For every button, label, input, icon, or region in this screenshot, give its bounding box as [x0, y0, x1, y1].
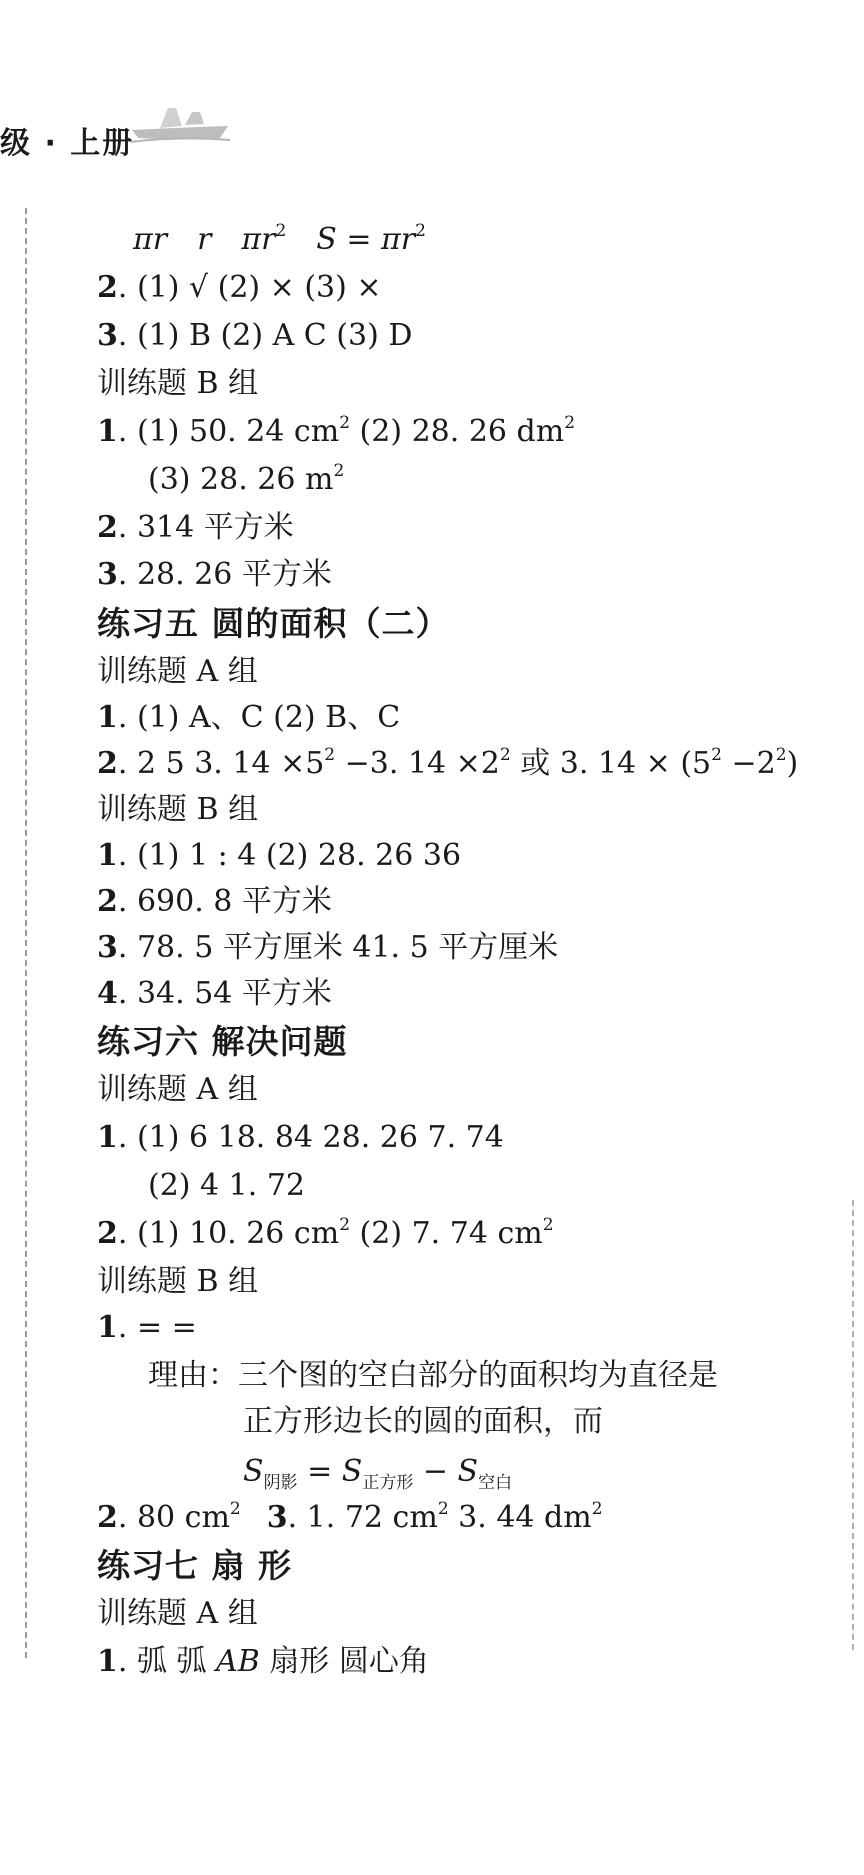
- group-label: 训练题 B 组: [97, 366, 259, 401]
- subscript: 空白: [478, 1473, 513, 1493]
- group-label: 训练题 A 组: [97, 1596, 258, 1631]
- answer-text: . (1) 1 : 4 (2) 28. 26 36: [117, 838, 462, 873]
- subscript: 阴影: [263, 1473, 298, 1493]
- answer-text: (2) 7. 74 cm: [350, 1216, 543, 1251]
- section-heading: 练习五 圆的面积（二）: [97, 604, 450, 643]
- answer-text: (2) 28. 26 dm: [350, 414, 565, 449]
- superscript: 2: [339, 413, 351, 433]
- group-label: 训练题 B 组: [97, 792, 259, 827]
- formula-text: πr: [133, 222, 168, 257]
- answer-line: [97, 1216, 554, 1252]
- group-label: 训练题 B 组: [97, 1264, 259, 1299]
- section-heading: 练习六 解决问题: [97, 1022, 348, 1061]
- formula-text: r: [197, 222, 212, 257]
- superscript: 2: [564, 413, 576, 433]
- answer-line: [97, 318, 412, 354]
- answer-text: −3. 14 ×2: [335, 746, 500, 781]
- superscript: 2: [333, 461, 345, 481]
- formula-text: S = πr: [316, 222, 416, 257]
- answer-line: [97, 976, 332, 1012]
- question-number: 2: [97, 510, 118, 545]
- left-dashed-rule: [25, 208, 27, 1658]
- answer-text: . (1) 10. 26 cm: [117, 1216, 340, 1251]
- answer-line: [97, 1644, 429, 1680]
- answer-text: . 80 cm: [117, 1500, 230, 1535]
- question-number: 2: [97, 746, 118, 781]
- answer-line: [97, 930, 558, 966]
- answer-line: [133, 222, 426, 258]
- formula-text: S: [243, 1454, 264, 1489]
- superscript: 2: [339, 1215, 351, 1235]
- answer-line: [97, 1120, 504, 1156]
- answer-line: [97, 1310, 197, 1346]
- answer-text: . (1) A、C (2) B、C: [117, 700, 401, 735]
- answer-text: . 78. 5 平方厘米 41. 5 平方厘米: [117, 930, 559, 965]
- superscript: 2: [275, 221, 287, 241]
- answer-text: . 314 平方米: [117, 510, 294, 545]
- group-label: 训练题 A 组: [97, 1072, 258, 1107]
- formula-text: πr: [241, 222, 276, 257]
- superscript: 2: [415, 221, 426, 241]
- answer-text: 3. 44 dm: [448, 1500, 592, 1535]
- answer-line: [97, 270, 382, 306]
- question-number: 2: [97, 884, 118, 919]
- right-dashed-rule: [852, 1200, 854, 1650]
- question-number: 3: [97, 557, 118, 592]
- answer-text: . (1) B (2) A C (3) D: [117, 318, 413, 353]
- formula-text: − S: [413, 1454, 479, 1489]
- subscript: 正方形: [362, 1473, 414, 1493]
- answer-text: . (1) 6 18. 84 28. 26 7. 74: [117, 1120, 504, 1155]
- question-number: 3: [97, 930, 118, 965]
- answer-text: ): [786, 746, 799, 781]
- answer-text: (3) 28. 26 m: [148, 462, 334, 497]
- answer-line: [97, 414, 575, 450]
- answer-text: . 1. 72 cm: [287, 1500, 438, 1535]
- answer-text: . 690. 8 平方米: [117, 884, 332, 919]
- question-number: 1: [97, 1310, 118, 1345]
- question-number: 2: [97, 270, 118, 305]
- answer-line: [97, 700, 400, 736]
- explanation-text: 正方形边长的圆的面积，而: [243, 1404, 603, 1439]
- question-number: 3: [266, 1500, 288, 1535]
- superscript: 2: [775, 745, 787, 765]
- header-title: 级 · 上册: [0, 126, 135, 161]
- answer-text: . (1) 50. 24 cm: [117, 414, 340, 449]
- answer-line: [148, 462, 344, 498]
- superscript: 2: [437, 1499, 449, 1519]
- answer-text: 扇形 圆心角: [259, 1644, 429, 1679]
- answer-line: [97, 557, 332, 593]
- question-number: 2: [97, 1500, 118, 1535]
- answer-line: [97, 746, 798, 782]
- answer-text: . 2 5 3. 14 ×5: [117, 746, 325, 781]
- question-number: 1: [97, 838, 118, 873]
- question-number: 1: [97, 1644, 118, 1679]
- answer-text: −2: [721, 746, 776, 781]
- answer-text: . 28. 26 平方米: [117, 557, 332, 592]
- group-label: 训练题 A 组: [97, 654, 258, 689]
- answer-text: . 弧 弧: [117, 1644, 217, 1679]
- answer-line: [97, 1500, 603, 1536]
- explanation-text: 理由：三个图的空白部分的面积均为直径是: [148, 1358, 718, 1393]
- superscript: 2: [324, 745, 336, 765]
- question-number: 1: [97, 414, 118, 449]
- section-heading: 练习七 扇 形: [97, 1546, 292, 1585]
- superscript: 2: [499, 745, 511, 765]
- formula-line: [243, 1454, 513, 1493]
- answer-text: 或 3. 14 × (5: [510, 746, 712, 781]
- question-number: 4: [97, 976, 118, 1011]
- answer-line: [97, 884, 332, 920]
- answer-text: . 34. 54 平方米: [117, 976, 332, 1011]
- answer-line: [97, 838, 461, 874]
- formula-text: = S: [297, 1454, 363, 1489]
- superscript: 2: [711, 745, 722, 765]
- superscript: 2: [542, 1215, 554, 1235]
- superscript: 2: [591, 1499, 603, 1519]
- boat-logo-icon: [130, 100, 230, 145]
- question-number: 1: [97, 700, 118, 735]
- question-number: 2: [97, 1216, 118, 1251]
- arc-label: AB: [216, 1644, 260, 1679]
- superscript: 2: [229, 1499, 241, 1519]
- answer-text: . = =: [117, 1310, 197, 1345]
- answer-line: [97, 510, 294, 546]
- question-number: 3: [97, 318, 118, 353]
- question-number: 1: [97, 1120, 118, 1155]
- answer-text: . (1) √ (2) × (3) ×: [117, 270, 382, 305]
- answer-line: (2) 4 1. 72: [148, 1168, 305, 1203]
